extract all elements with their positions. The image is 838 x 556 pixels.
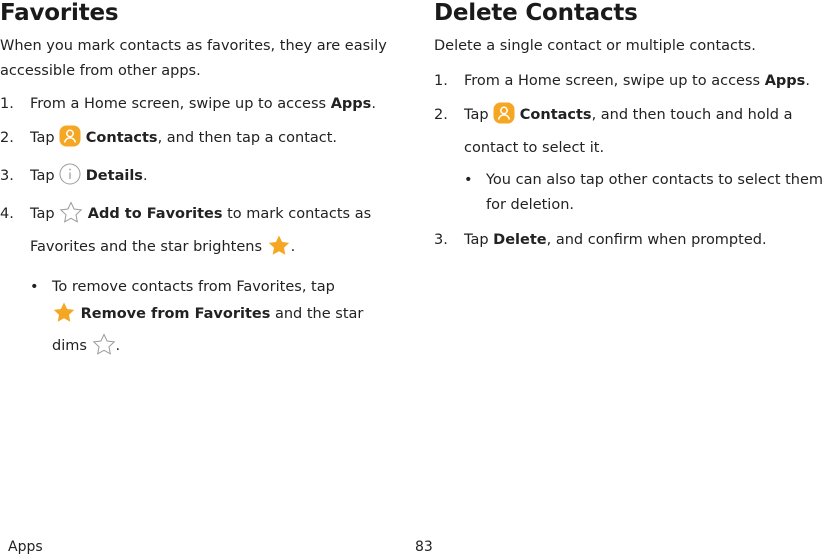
favorites-step-1 xyxy=(0,90,400,124)
star-filled-icon xyxy=(52,301,76,333)
bullet-dot: • xyxy=(464,172,473,188)
star-outline-icon xyxy=(92,333,116,365)
contacts-app-icon xyxy=(59,125,81,157)
delete-step-2 xyxy=(434,101,838,162)
favorites-step-2 xyxy=(0,124,400,162)
star-filled-icon xyxy=(267,234,291,266)
favorites-section xyxy=(0,0,400,365)
step-number: 4. xyxy=(0,206,14,222)
delete-contacts-heading: Delete Contacts xyxy=(434,0,638,26)
step-text-end: , and then tap a contact. xyxy=(157,130,338,146)
bullet-text-end: . xyxy=(115,338,121,354)
step-text-end: . xyxy=(142,168,148,184)
step-text-end: , and then touch and hold a contact to select it. xyxy=(464,107,793,156)
bullet-dot: • xyxy=(30,279,39,295)
star-outline-icon xyxy=(59,201,83,233)
contacts-app-icon xyxy=(493,102,515,134)
step-text: From a Home screen, swipe up to access xyxy=(464,73,765,89)
step-text: Tap xyxy=(30,130,60,146)
step-number: 2. xyxy=(434,107,448,123)
step-number: 3. xyxy=(0,168,14,184)
footer-section-name: Apps xyxy=(8,539,43,555)
delete-note xyxy=(464,168,838,218)
step-text-mid: to mark contacts as Favorites and the star brightens xyxy=(30,206,372,255)
favorites-step-3 xyxy=(0,162,400,200)
delete-contacts-section xyxy=(434,0,838,254)
favorites-step-4 xyxy=(0,200,400,266)
step-text: Tap xyxy=(464,107,494,123)
step-bold: Add to Favorites xyxy=(87,206,223,222)
step-bold: Delete xyxy=(493,232,547,248)
favorites-steps xyxy=(0,90,400,266)
step-number: 2. xyxy=(0,130,14,146)
favorites-note xyxy=(30,274,382,365)
info-icon xyxy=(59,163,81,195)
delete-step-3 xyxy=(434,226,838,254)
step-text-end: . xyxy=(290,239,296,255)
step-text: Tap xyxy=(30,206,60,222)
step-text-end: . xyxy=(805,73,810,89)
delete-contacts-steps xyxy=(434,67,838,162)
step-text-end: , and confirm when prompted. xyxy=(546,232,767,248)
bullet-text: You can also tap other contacts to select them for deletion. xyxy=(486,172,824,213)
step-number: 1. xyxy=(0,96,14,112)
favorites-heading: Favorites xyxy=(0,0,119,26)
step-text: From a Home screen, swipe up to access xyxy=(30,96,331,112)
step-text: Tap xyxy=(464,232,494,248)
bullet-bold: Remove from Favorites xyxy=(80,306,271,322)
step-bold: Details xyxy=(85,168,143,184)
step-text: Tap xyxy=(30,168,60,184)
delete-contacts-intro: Delete a single contact or multiple contacts. xyxy=(434,38,756,54)
step-bold: Contacts xyxy=(519,107,592,123)
step-bold: Apps xyxy=(330,96,372,112)
delete-step-1 xyxy=(434,67,838,101)
step-text-end: . xyxy=(371,96,376,112)
step-bold: Apps xyxy=(764,73,806,89)
bullet-text: To remove contacts from Favorites, tap xyxy=(52,279,335,295)
favorites-intro: When you mark contacts as favorites, they are easily accessible from other apps. xyxy=(0,38,387,79)
bullet-text-mid: and the star dims xyxy=(52,306,364,354)
step-number: 1. xyxy=(434,73,448,89)
step-number: 3. xyxy=(434,232,448,248)
footer-page-number: 83 xyxy=(415,539,433,555)
step-bold: Contacts xyxy=(85,130,158,146)
delete-contacts-steps-cont xyxy=(434,226,838,254)
